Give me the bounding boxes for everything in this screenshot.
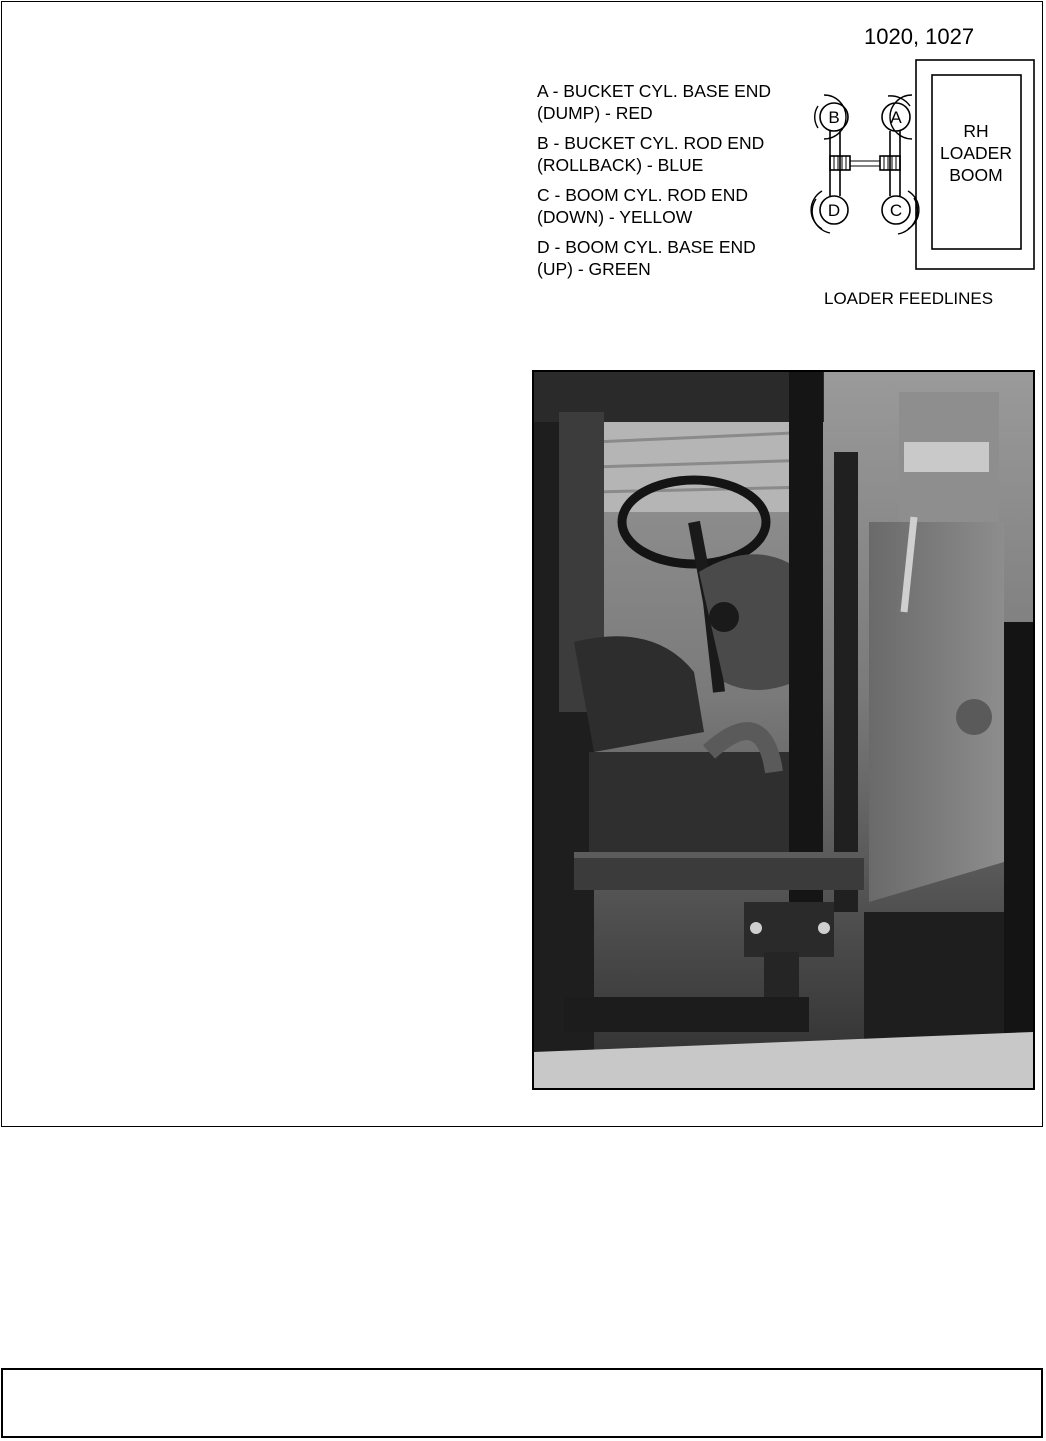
- legend-entry-b: [537, 132, 771, 176]
- port-b-label: B: [828, 108, 840, 127]
- port-d-label: D: [827, 201, 841, 220]
- legend-entry-c: [537, 184, 771, 228]
- legend-entry-b-line2: (ROLLBACK) - BLUE: [537, 155, 704, 175]
- diagram-caption: LOADER FEEDLINES: [824, 289, 994, 308]
- tractor-cab-photo: [532, 370, 1035, 1090]
- legend-entry-c-line1: C - BOOM CYL. ROD END: [537, 185, 748, 205]
- footer-box: [1, 1368, 1043, 1438]
- legend-entry-b-line1: B - BUCKET CYL. ROD END: [537, 133, 765, 153]
- legend-entry-a-line1: A - BUCKET CYL. BASE END: [537, 81, 772, 101]
- legend-entry-c-line2: (DOWN) - YELLOW: [537, 207, 693, 227]
- legend-entry-a: [537, 80, 771, 124]
- tractor-cab-photo-illustration: [534, 372, 1033, 1088]
- boom-label-line1: RH: [963, 121, 989, 141]
- port-a-label: A: [890, 108, 902, 127]
- legend-entry-d: [537, 236, 771, 280]
- legend-entry-a-line2: (DUMP) - RED: [537, 103, 653, 123]
- feedline-port-diagram: [808, 58, 1038, 288]
- feedline-legend: [537, 80, 771, 288]
- model-numbers: 1020, 1027: [864, 24, 975, 49]
- boom-label-line3: BOOM: [949, 165, 1003, 185]
- port-c-label: C: [889, 201, 903, 220]
- legend-entry-d-line1: D - BOOM CYL. BASE END: [537, 237, 756, 257]
- legend-entry-d-line2: (UP) - GREEN: [537, 259, 651, 279]
- boom-label-line2: LOADER: [940, 143, 1012, 163]
